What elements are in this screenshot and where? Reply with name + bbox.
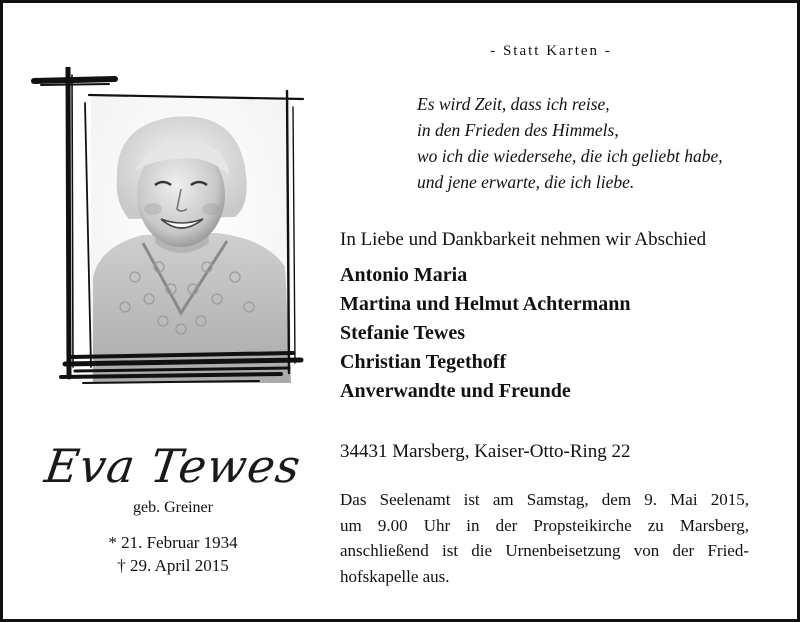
poem xyxy=(417,91,787,195)
birth-name: geb. Greiner xyxy=(133,499,213,516)
mourner-name: Antonio Maria xyxy=(340,264,468,286)
birth-date: * 21. Februar 1934 xyxy=(108,533,238,552)
poem-line: in den Frieden des Himmels, xyxy=(417,120,619,140)
death-date: † 29. April 2015 xyxy=(117,556,229,575)
mourner-name: Martina und Helmut Achtermann xyxy=(340,293,631,315)
service-line: Das Seelenamt ist am Samstag, dem 9. Mai 2015, xyxy=(340,490,749,509)
poem-line: wo ich die wiedersehe, die ich geliebt habe, xyxy=(417,146,723,166)
statt-karten-header: - Statt Karten - xyxy=(490,43,612,59)
portrait-photo xyxy=(31,67,321,387)
funeral-service-info xyxy=(340,487,749,589)
poem-line: Es wird Zeit, dass ich reise, xyxy=(417,94,610,114)
life-dates xyxy=(43,531,303,577)
deceased-info xyxy=(43,439,303,577)
poem-line: und jene erwarte, die ich liebe. xyxy=(417,172,635,192)
mourners-list xyxy=(340,261,790,406)
mourner-name: Anverwandte und Freunde xyxy=(340,380,571,402)
farewell-intro: In Liebe und Dankbarkeit nehmen wir Abschied xyxy=(340,229,707,250)
deceased-name: Eva Tewes xyxy=(41,439,305,493)
mourner-name: Christian Tegethoff xyxy=(340,351,507,373)
service-line: um 9.00 Uhr in der Propsteikirche zu Marsberg, xyxy=(340,515,749,535)
service-line: anschließend ist die Urnenbeisetzung von der Fried- xyxy=(340,541,749,560)
mourning-address: 34431 Marsberg, Kaiser-Otto-Ring 22 xyxy=(340,441,631,462)
mourner-name: Stefanie Tewes xyxy=(340,322,465,344)
service-line: hofskapelle aus. xyxy=(340,566,450,586)
portrait-frame xyxy=(31,67,321,387)
